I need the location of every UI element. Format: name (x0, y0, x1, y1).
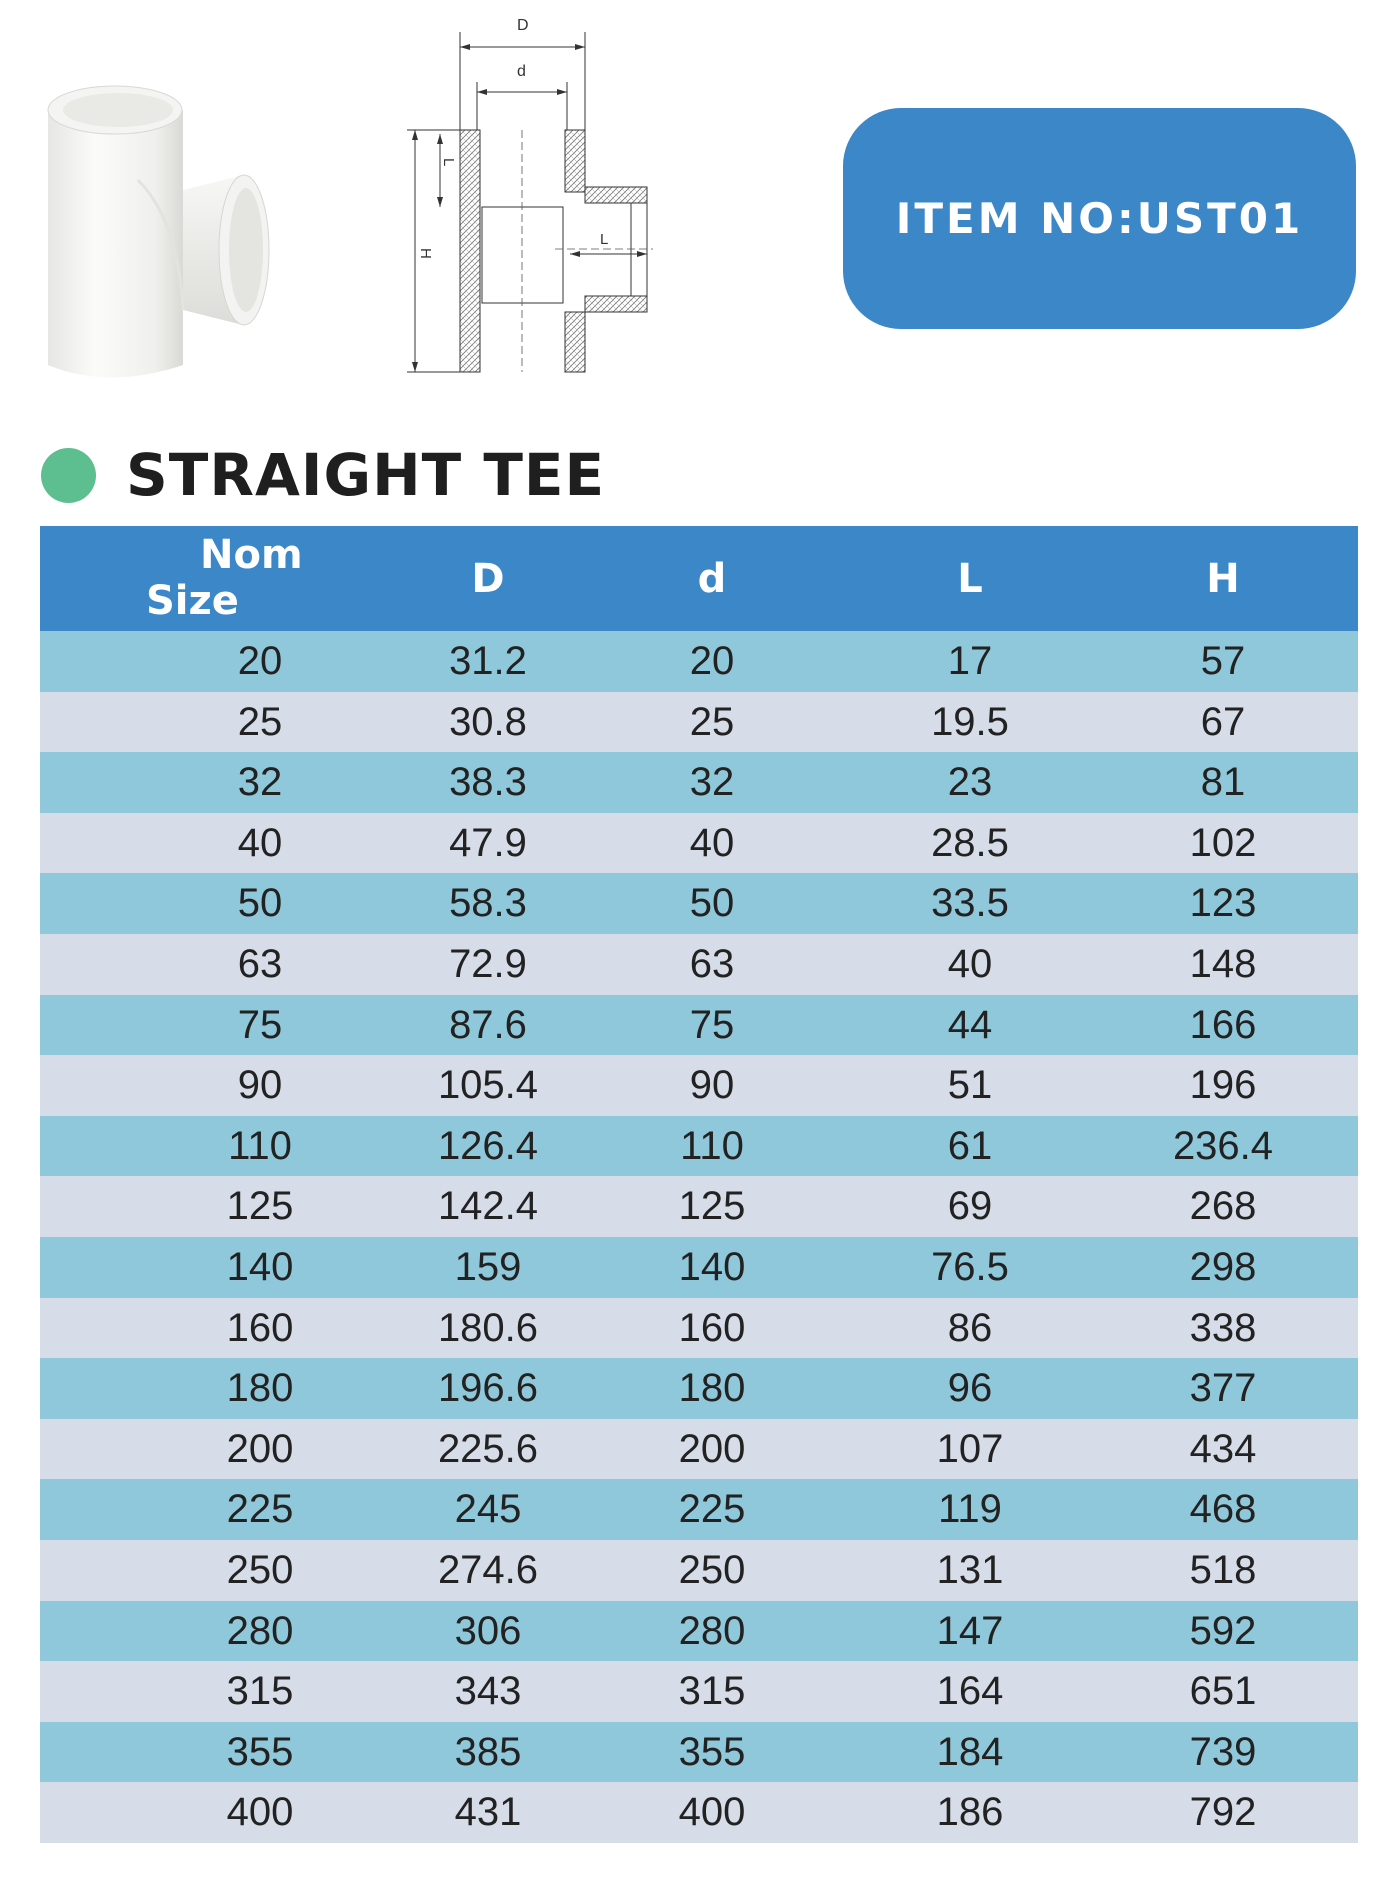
cell-d: 125 (678, 1184, 746, 1229)
cell-L: 76.5 (931, 1244, 1009, 1289)
table-row (40, 692, 1358, 753)
cell-L: 131 (936, 1547, 1004, 1592)
cell-nom-size: 25 (237, 699, 283, 744)
cell-H: 67 (1200, 699, 1246, 744)
cell-L: 119 (938, 1487, 1002, 1532)
item-number-text: ITEM NO:UST01 (895, 194, 1304, 243)
dimension-table (40, 526, 1358, 1843)
dim-label-L-top: L (440, 158, 457, 167)
table-row (40, 1601, 1358, 1662)
cell-nom-size: 32 (237, 760, 283, 805)
cell-L: 40 (947, 941, 993, 986)
cell-H: 298 (1189, 1244, 1257, 1289)
cell-D: 126.4 (437, 1123, 539, 1168)
item-number-badge (843, 108, 1356, 329)
dim-label-L-side: L (600, 231, 609, 248)
cell-nom-size: 50 (237, 881, 283, 926)
cell-L: 69 (947, 1184, 993, 1229)
cell-D: 105.4 (437, 1063, 539, 1108)
cell-H: 434 (1189, 1426, 1257, 1471)
cell-nom-size: 40 (237, 820, 283, 865)
header-nom-size (40, 526, 400, 631)
cell-D: 180.6 (437, 1305, 539, 1350)
header-nom-line2: Size (146, 578, 239, 624)
cell-nom-size: 20 (237, 639, 283, 683)
cell-H: 57 (1200, 639, 1246, 683)
table-row (40, 752, 1358, 813)
cell-nom-size: 200 (226, 1426, 294, 1471)
cell-nom-size: 225 (226, 1487, 294, 1532)
cell-D: 245 (454, 1487, 522, 1532)
cell-H: 148 (1189, 941, 1257, 986)
cell-d: 160 (678, 1305, 746, 1350)
cell-d: 315 (678, 1669, 746, 1714)
cell-D: 47.9 (449, 820, 527, 865)
cell-d: 40 (689, 820, 735, 865)
cell-nom-size: 280 (226, 1608, 294, 1653)
table-row (40, 1722, 1358, 1783)
cell-d: 32 (689, 760, 735, 805)
cell-D: 58.3 (449, 881, 527, 926)
header-d: d (697, 555, 727, 602)
cell-L: 96 (947, 1366, 993, 1411)
cell-H: 236.4 (1172, 1123, 1274, 1168)
cell-nom-size: 400 (226, 1790, 294, 1835)
table-row (40, 1479, 1358, 1540)
cell-L: 44 (947, 1002, 993, 1047)
cell-L: 164 (936, 1669, 1004, 1714)
table-row (40, 1055, 1358, 1116)
section-title: STRAIGHT TEE (126, 441, 606, 509)
cell-d: 25 (689, 699, 735, 744)
section-bullet-icon (41, 448, 96, 503)
cell-d: 200 (678, 1426, 746, 1471)
cell-d: 63 (689, 941, 735, 986)
cell-d: 355 (678, 1729, 746, 1774)
cell-d: 250 (678, 1547, 746, 1592)
header-nom-line1: Nom (200, 532, 303, 578)
cell-L: 28.5 (931, 820, 1009, 865)
tee-section-drawing (385, 12, 675, 387)
cell-L: 51 (947, 1063, 993, 1108)
header-H: H (1206, 555, 1240, 602)
cell-H: 518 (1189, 1547, 1257, 1592)
cell-D: 306 (454, 1608, 522, 1653)
table-header (40, 526, 1358, 631)
cell-D: 142.4 (437, 1184, 539, 1229)
table-row (40, 934, 1358, 995)
cell-nom-size: 355 (226, 1729, 294, 1774)
table-body (40, 631, 1358, 1843)
table-row (40, 1176, 1358, 1237)
cell-D: 385 (454, 1729, 522, 1774)
dim-label-d: d (517, 63, 526, 80)
cell-d: 90 (689, 1063, 735, 1108)
cell-D: 72.9 (449, 941, 527, 986)
cell-H: 81 (1200, 760, 1246, 805)
cell-H: 102 (1189, 820, 1257, 865)
cell-H: 651 (1189, 1669, 1257, 1714)
cell-d: 400 (678, 1790, 746, 1835)
cell-L: 61 (947, 1123, 993, 1168)
cell-L: 86 (947, 1305, 993, 1350)
table-row (40, 1237, 1358, 1298)
table-row (40, 1116, 1358, 1177)
cell-H: 468 (1189, 1487, 1257, 1532)
table-row (40, 1782, 1358, 1843)
table-row (40, 1661, 1358, 1722)
table-row (40, 873, 1358, 934)
cell-D: 87.6 (449, 1002, 527, 1047)
cell-H: 123 (1189, 881, 1257, 926)
cell-L: 147 (936, 1608, 1004, 1653)
cell-D: 274.6 (437, 1547, 539, 1592)
cell-L: 17 (947, 639, 993, 683)
cell-D: 159 (454, 1244, 522, 1289)
table-row (40, 1298, 1358, 1359)
cell-nom-size: 180 (226, 1366, 294, 1411)
cell-d: 280 (678, 1608, 746, 1653)
cell-nom-size: 250 (226, 1547, 294, 1592)
tee-fitting-photo (38, 80, 288, 400)
cell-D: 225.6 (437, 1426, 539, 1471)
table-row (40, 813, 1358, 874)
cell-d: 180 (678, 1366, 746, 1411)
cell-H: 196 (1189, 1063, 1257, 1108)
cell-D: 343 (454, 1669, 522, 1714)
cell-L: 186 (936, 1790, 1004, 1835)
cell-L: 33.5 (931, 881, 1009, 926)
cell-L: 184 (936, 1729, 1004, 1774)
cell-H: 592 (1189, 1608, 1257, 1653)
cell-d: 140 (678, 1244, 746, 1289)
cell-nom-size: 125 (226, 1184, 294, 1229)
table-row (40, 1419, 1358, 1480)
cell-nom-size: 90 (237, 1063, 283, 1108)
cell-D: 196.6 (437, 1366, 539, 1411)
cell-nom-size: 160 (226, 1305, 294, 1350)
cell-nom-size: 75 (237, 1002, 283, 1047)
cell-H: 268 (1189, 1184, 1257, 1229)
cell-d: 110 (680, 1123, 744, 1168)
table-row (40, 631, 1358, 692)
cell-L: 107 (936, 1426, 1004, 1471)
cell-D: 38.3 (449, 760, 527, 805)
cell-D: 30.8 (449, 699, 527, 744)
cell-d: 50 (689, 881, 735, 926)
cell-nom-size: 315 (226, 1669, 294, 1714)
header-D: D (471, 555, 505, 602)
cell-D: 31.2 (449, 639, 527, 683)
cell-d: 75 (689, 1002, 735, 1047)
cell-d: 225 (678, 1487, 746, 1532)
dim-label-D: D (517, 17, 529, 34)
cell-H: 792 (1189, 1790, 1257, 1835)
header-L: L (957, 555, 983, 602)
table-row (40, 1358, 1358, 1419)
cell-H: 166 (1189, 1002, 1257, 1047)
cell-nom-size: 63 (237, 941, 283, 986)
cell-L: 23 (947, 760, 993, 805)
table-row (40, 1540, 1358, 1601)
cell-H: 377 (1189, 1366, 1257, 1411)
cell-nom-size: 110 (228, 1123, 292, 1168)
cell-H: 739 (1189, 1729, 1257, 1774)
cell-d: 20 (689, 639, 735, 683)
cell-L: 19.5 (931, 699, 1009, 744)
dim-label-H: H (417, 248, 434, 259)
cell-nom-size: 140 (226, 1244, 294, 1289)
table-row (40, 995, 1358, 1056)
cell-H: 338 (1189, 1305, 1257, 1350)
cell-D: 431 (454, 1790, 522, 1835)
